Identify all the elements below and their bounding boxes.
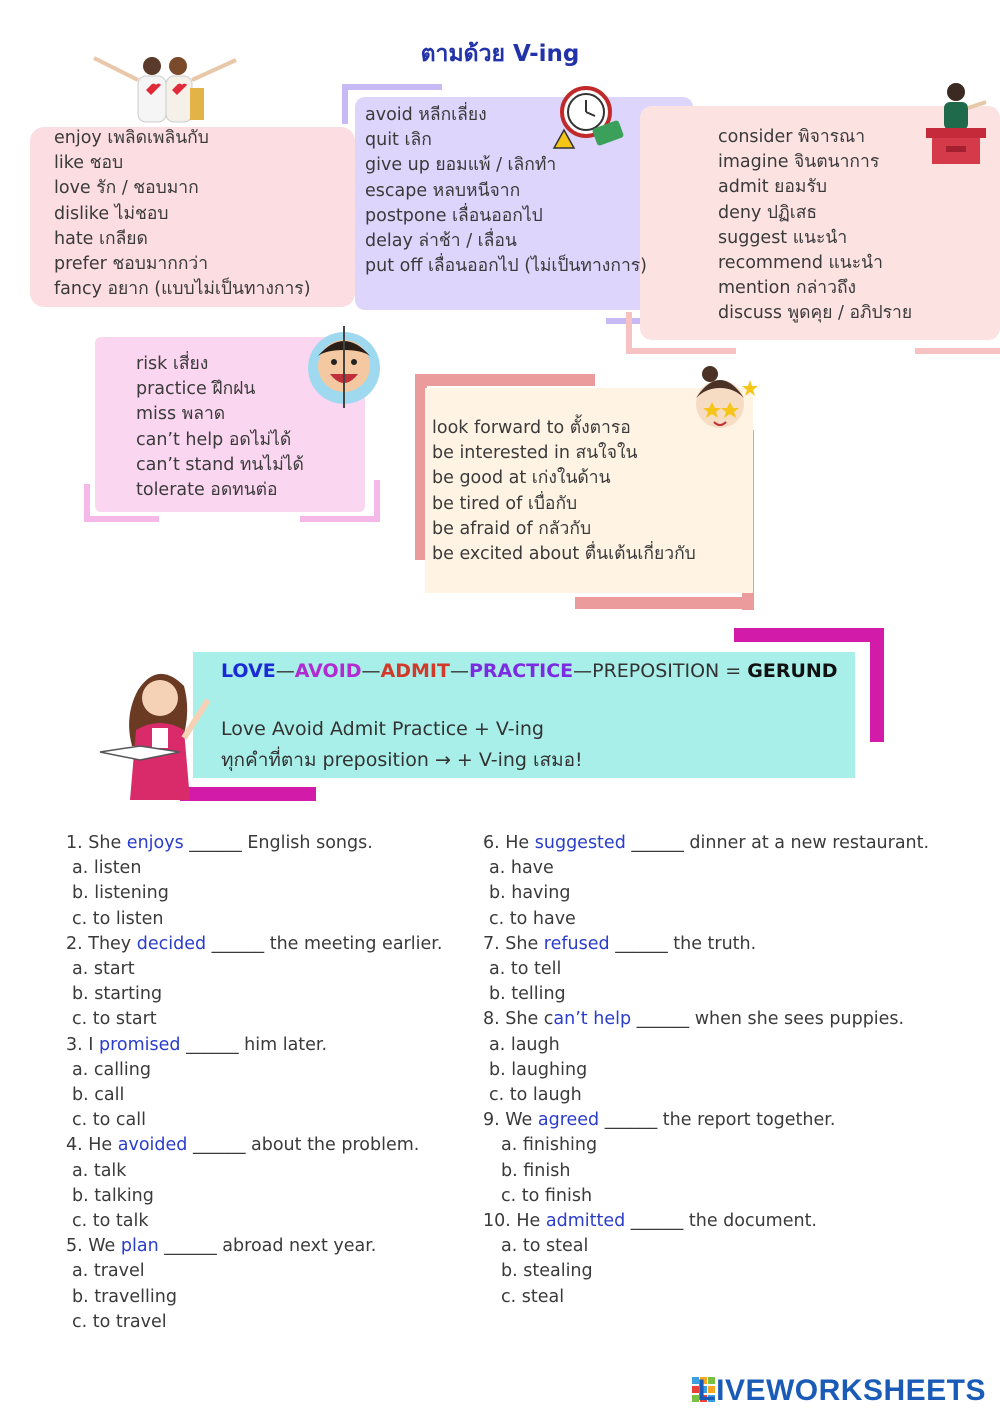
question-text: 6. He: [483, 833, 535, 853]
rule-word-admit: ADMIT: [380, 660, 450, 682]
laughing-boy-illustration: [306, 326, 382, 408]
option[interactable]: b. stealing: [501, 1261, 593, 1282]
vocab-item: be afraid of กลัวกับ: [432, 518, 592, 539]
vocab-item: suggest แนะนำ: [718, 227, 848, 248]
vocab-item: discuss พูดคุย / อภิปราย: [718, 303, 913, 324]
vocab-item: avoid หลีกเลี่ยง: [365, 105, 487, 125]
option[interactable]: a. have: [489, 858, 554, 879]
option[interactable]: b. starting: [72, 984, 163, 1005]
vocab-item: prefer ชอบมากกว่า: [54, 254, 209, 275]
option[interactable]: c. to listen: [72, 908, 164, 929]
option[interactable]: c. steal: [501, 1286, 565, 1307]
accent-magenta-right: [300, 516, 380, 522]
vocab-item: love รัก / ชอบมาก: [54, 178, 199, 199]
question-keyword: refused: [543, 933, 610, 954]
accent-pink-right-bottom: [626, 348, 736, 354]
accent-purple-side: [342, 84, 348, 124]
vocab-item: give up ยอมแพ้ / เลิกทำ: [365, 155, 557, 176]
option[interactable]: a. talk: [72, 1160, 127, 1181]
rule-headline: [221, 660, 838, 682]
rule-line-1: Love Avoid Admit Practice + V-ing: [221, 718, 544, 740]
rule-line-2: ทุกคำที่ตาม preposition → + V-ing เสมอ!: [221, 749, 583, 771]
question-4: [66, 1133, 442, 1158]
vocab-item: be tired of เบื่อกับ: [432, 493, 578, 514]
question-text: ______ him later.: [180, 1034, 328, 1055]
option[interactable]: b. travelling: [72, 1286, 177, 1307]
question-text: ______ abroad next year.: [158, 1236, 377, 1257]
option[interactable]: a. start: [72, 959, 135, 980]
question-keyword: promised: [98, 1034, 181, 1055]
question-text: 8. She c: [483, 1009, 554, 1030]
vocab-item: imagine จินตนาการ: [718, 152, 880, 173]
question-keyword: an’t help: [553, 1009, 632, 1030]
vocab-item: can’t stand ทนไม่ได้: [136, 454, 304, 475]
question-text: 7. She: [483, 933, 544, 954]
question-keyword: admitted: [545, 1211, 626, 1232]
rule-dash: —: [275, 660, 295, 682]
option[interactable]: a. listen: [72, 858, 142, 879]
option[interactable]: a. calling: [72, 1059, 151, 1080]
vocab-item: hate เกลียด: [54, 228, 148, 249]
option[interactable]: c. to have: [489, 908, 576, 929]
accent-purple-top: [342, 84, 442, 90]
question-text: ______ English songs.: [183, 833, 373, 853]
option[interactable]: a. travel: [72, 1261, 145, 1282]
question-text: 3. I: [66, 1034, 99, 1055]
rule-word-gerund: GERUND: [747, 660, 838, 682]
question-text: ______ the truth.: [609, 933, 757, 954]
clock-icon: [550, 84, 630, 156]
vocab-item: like ชอบ: [54, 153, 124, 174]
question-keyword: enjoys: [126, 833, 184, 853]
vocab-item: be good at เก่งในด้าน: [432, 468, 611, 489]
rule-accent-magenta-top: [734, 628, 884, 642]
question-keyword: avoided: [117, 1135, 188, 1156]
option[interactable]: c. to talk: [72, 1211, 149, 1232]
option[interactable]: b. having: [489, 883, 571, 904]
option[interactable]: a. finishing: [501, 1135, 598, 1156]
vocab-item: miss พลาด: [136, 404, 226, 425]
vocab-item: look forward to ตั้งตารอ: [432, 418, 631, 438]
option[interactable]: a. to steal: [501, 1236, 589, 1257]
option[interactable]: b. laughing: [489, 1059, 588, 1080]
teacher-girl-illustration: [98, 660, 228, 800]
accent-magenta-bottom: [84, 516, 159, 522]
question-text: ______ dinner at a new restaurant.: [625, 833, 930, 853]
vocab-list-opinion: [718, 125, 912, 327]
question-text: ______ about the problem.: [187, 1135, 420, 1156]
vocab-list-likes: [54, 126, 311, 302]
vocab-item: tolerate อดทนต่อ: [136, 480, 278, 501]
vocab-item: enjoy เพลิดเพลินกับ: [54, 128, 209, 148]
vocab-list-preposition: [432, 416, 696, 567]
couple-illustration: [90, 50, 240, 128]
vocab-item: recommend แนะนำ: [718, 253, 883, 274]
option[interactable]: c. to finish: [501, 1185, 593, 1206]
accent-salmon-top: [415, 374, 595, 386]
rule-dash: —: [361, 660, 381, 682]
questions-right: [483, 831, 929, 1310]
rule-dash: —: [449, 660, 469, 682]
vocab-item: consider พิจารณา: [718, 127, 866, 147]
vocab-item: mention กล่าวถึง: [718, 278, 857, 299]
vocab-item: be excited about ตื่นเต้นเกี่ยวกับ: [432, 544, 696, 565]
vocab-item: be interested in สนใจใน: [432, 443, 638, 464]
speaker-podium-illustration: [922, 80, 990, 166]
rule-word-avoid: AVOID: [294, 660, 362, 682]
vocab-item: admit ยอมรับ: [718, 177, 827, 198]
question-8: [483, 1007, 929, 1032]
rule-word-practice: PRACTICE: [468, 660, 574, 682]
question-text: 1. She: [66, 833, 127, 853]
vocab-item: postpone เลื่อนออกไป: [365, 205, 543, 226]
vocab-item: delay ล่าช้า / เลื่อน: [365, 231, 517, 252]
question-keyword: plan: [120, 1236, 159, 1257]
question-text: 5. We: [66, 1236, 121, 1257]
questions-left: [66, 831, 442, 1335]
question-6: [483, 831, 929, 856]
option[interactable]: a. to tell: [489, 959, 562, 980]
question-text: 9. We: [483, 1110, 538, 1131]
vocab-item: practice ฝึกฝน: [136, 379, 256, 400]
rule-tail: —PREPOSITION =: [573, 660, 748, 682]
vocab-item: quit เลิก: [365, 130, 432, 151]
accent-salmon-bottom: [575, 597, 754, 609]
option[interactable]: a. laugh: [489, 1034, 560, 1055]
question-text: 10. He: [483, 1211, 546, 1232]
question-keyword: suggested: [534, 833, 626, 853]
question-2: [66, 932, 442, 957]
question-text: 4. He: [66, 1135, 118, 1156]
option[interactable]: b. talking: [72, 1185, 154, 1206]
accent-pink-right-bottom2: [915, 348, 1000, 354]
question-3: [66, 1033, 442, 1058]
option[interactable]: b. listening: [72, 883, 169, 904]
option[interactable]: c. to laugh: [489, 1085, 582, 1106]
rule-accent-magenta-side: [870, 628, 884, 742]
option[interactable]: b. call: [72, 1085, 125, 1106]
vocab-item: fancy อยาก (แบบไม่เป็นทางการ): [54, 279, 311, 300]
question-7: [483, 932, 929, 957]
brand-wordmark: LIVEWORKSHEETS: [697, 1374, 986, 1407]
question-10: [483, 1209, 929, 1234]
question-1: [66, 831, 442, 856]
question-text: ______ when she sees puppies.: [631, 1009, 905, 1030]
vocab-list-misc: [136, 352, 304, 503]
vocab-item: escape หลบหนีจาก: [365, 180, 521, 201]
accent-magenta-right-side: [374, 480, 380, 522]
question-text: ______ the meeting earlier.: [206, 933, 443, 954]
question-keyword: decided: [136, 933, 207, 954]
option[interactable]: b. finish: [501, 1160, 571, 1181]
excited-girl-illustration: [688, 366, 758, 444]
rule-word-love: LOVE: [221, 660, 276, 682]
question-text: ______ the document.: [625, 1211, 817, 1232]
vocab-item: deny ปฏิเสธ: [718, 202, 818, 223]
page-title: ตามด้วย V-ing: [420, 41, 580, 67]
question-9: [483, 1108, 929, 1133]
question-5: [66, 1234, 442, 1259]
option[interactable]: c. to travel: [72, 1311, 167, 1332]
question-keyword: agreed: [537, 1110, 600, 1131]
vocab-item: can’t help อดไม่ได้: [136, 429, 292, 450]
option[interactable]: b. telling: [489, 984, 566, 1005]
question-text: 2. They: [66, 933, 137, 954]
option[interactable]: c. to call: [72, 1110, 146, 1131]
vocab-item: risk เสี่ยง: [136, 354, 209, 374]
vocab-item: put off เลื่อนออกไป (ไม่เป็นทางการ): [365, 256, 647, 277]
question-text: ______ the report together.: [599, 1110, 836, 1131]
vocab-item: dislike ไม่ชอบ: [54, 203, 169, 224]
option[interactable]: c. to start: [72, 1009, 157, 1030]
